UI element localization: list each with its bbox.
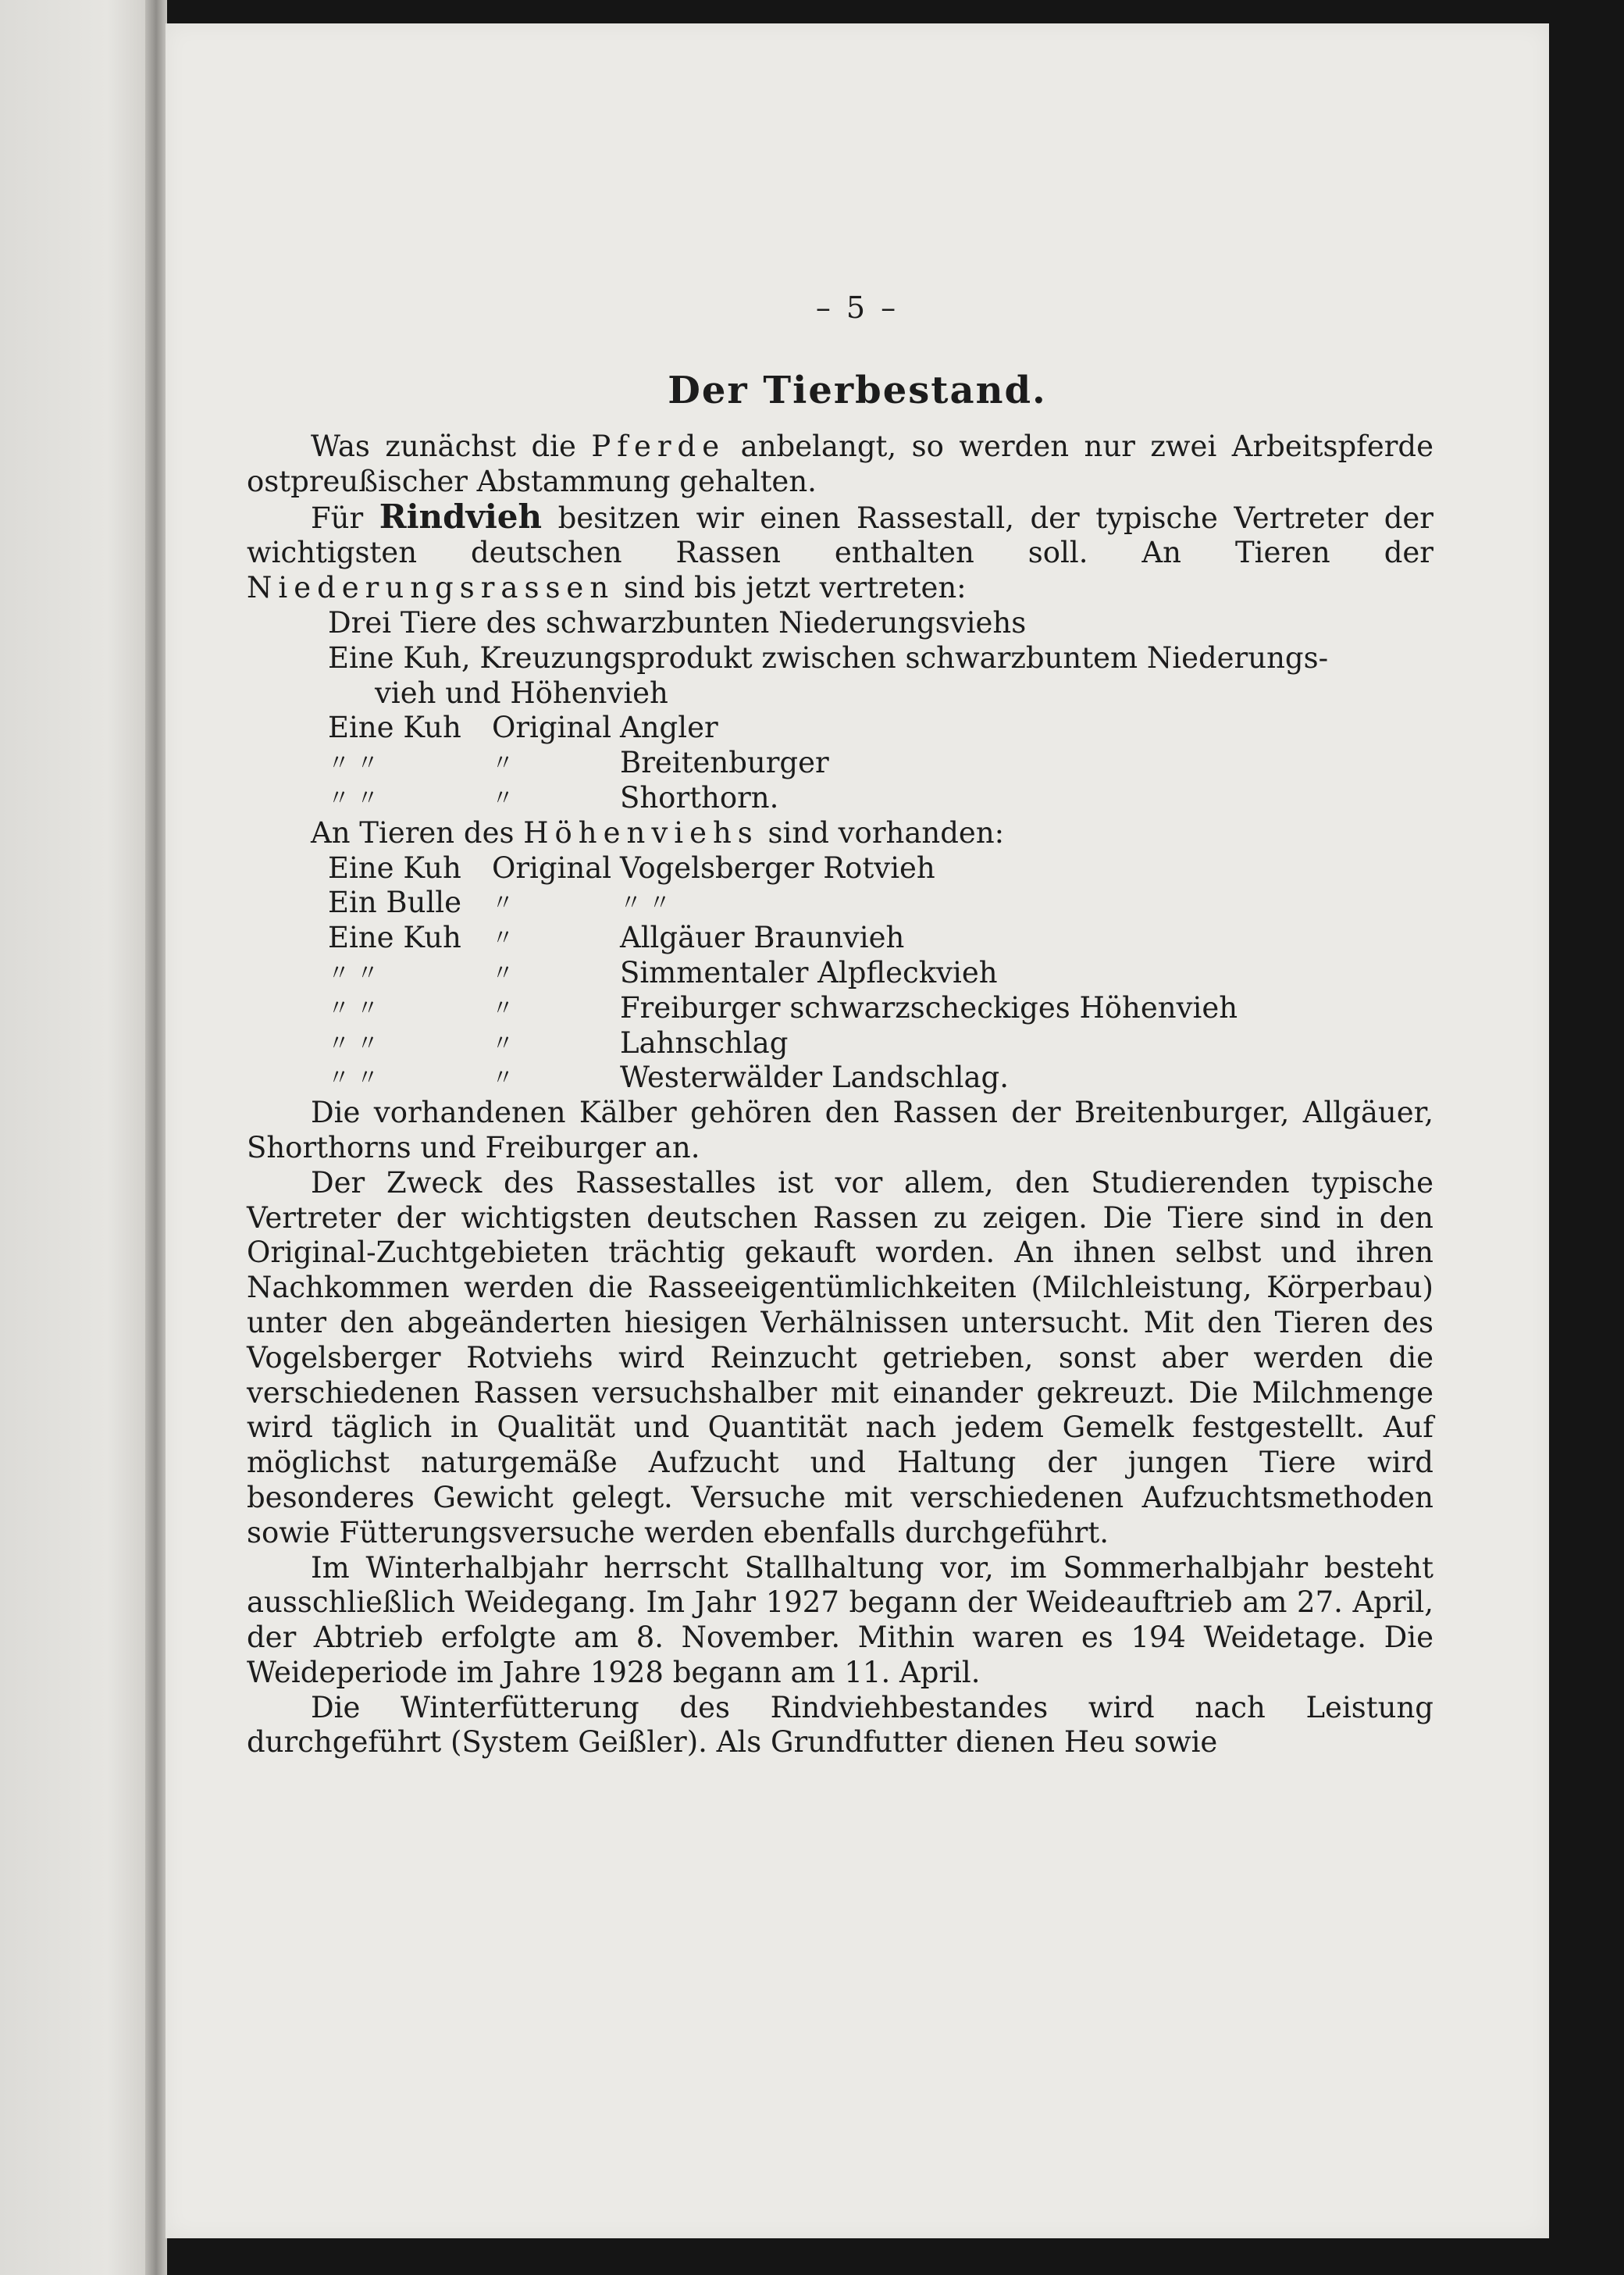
list-row xyxy=(328,711,1433,746)
spaced-term: Niederungsrassen xyxy=(247,571,615,605)
origin-cell: 〃 xyxy=(492,750,515,776)
breed-cell: Vogelsberger Rotvieh xyxy=(620,850,935,885)
origin-cell: 〃 xyxy=(492,959,515,986)
lowland-breeds-list xyxy=(328,606,1433,816)
body-text xyxy=(247,430,1433,1760)
origin-cell: 〃 xyxy=(492,994,515,1021)
text-span: Für xyxy=(311,501,379,535)
breed-cell: Simmentaler Alpfleckvieh xyxy=(620,955,998,990)
animal-cell: Eine Kuh xyxy=(328,711,461,745)
breed-cell: Lahnschlag xyxy=(620,1025,789,1060)
breed-cell: Freiburger schwarzscheckiges Höhenvieh xyxy=(620,990,1238,1025)
text-span: sind vorhanden: xyxy=(758,815,1005,850)
list-row xyxy=(328,886,1433,921)
list-row xyxy=(328,781,1433,816)
list-row xyxy=(328,851,1433,886)
text-span: besitzen wir einen Rassestall, der typische Vertreter der wichtigsten deutschen Rassen enthalten soll. An Tieren der xyxy=(247,501,1433,570)
spaced-term: Höhenviehs xyxy=(523,815,759,850)
list-line: vieh und Höhenvieh xyxy=(375,676,668,710)
animal-cell: 〃 〃 xyxy=(328,784,379,811)
breed-cell: Westerwälder Landschlag. xyxy=(620,1061,1009,1095)
breed-cell: Breitenburger xyxy=(620,746,829,780)
text-span: An Tieren des xyxy=(311,815,524,850)
origin-cell: 〃 xyxy=(492,890,515,916)
breed-cell: Allgäuer Braunvieh xyxy=(620,921,905,955)
list-line: Drei Tiere des schwarzbunten Niederungsviehs xyxy=(328,605,1027,640)
page-number: – 5 – xyxy=(815,291,899,325)
text-span: anbelangt, so werden nur zwei Arbeitspferde ostpreußischer Abstammung gehalten. xyxy=(247,430,1433,498)
list-row xyxy=(328,1061,1433,1096)
book-gutter xyxy=(145,0,167,2275)
list-line: Eine Kuh, Kreuzungsprodukt zwischen schwarzbuntem Niederungs- xyxy=(328,640,1329,675)
paragraph-feeding: Die Winterfütterung des Rindviehbestandes wird nach Leistung durchgeführt (System Geißler). Als Grundfutter dienen Heu sowie xyxy=(247,1690,1433,1760)
animal-cell: Eine Kuh xyxy=(328,850,461,885)
list-row xyxy=(328,956,1433,991)
text-span: Was zunächst die xyxy=(311,430,592,463)
breed-cell: Shorthorn. xyxy=(620,780,779,815)
book-page xyxy=(166,23,1549,2238)
bold-term: Rindvieh xyxy=(379,497,543,536)
section-heading: Der Tierbestand. xyxy=(668,369,1047,412)
paragraph-highland xyxy=(247,816,1433,851)
highland-breeds-list xyxy=(328,851,1433,1096)
paragraph-purpose: Der Zweck des Rassestalles ist vor allem, den Studierenden typische Vertreter der wichtigsten deutschen Rassen zu zeigen. Die Tiere sind in den Original-Zuchtgebieten trächtig gekauft worden. An ihnen selbst und ihren Nachkommen werden die Rasseeigentümlichkeiten (Milchleistung, Körperbau) unter den abgeänderten hiesigen Verhälnissen untersucht. Mit den Tieren des Vogelsberger Rotviehs wird Reinzucht getrieben, sonst aber werden die verschiedenen Rassen versuchshalber mit einander gekreuzt. Die Milchmenge wird täglich in Qualität und Quantität nach jedem Gemelk festgestellt. Auf möglichst naturgemäße Aufzucht und Haltung der jungen Tiere wird besonderes Gewicht gelegt. Versuche mit verschiedenen Aufzuchtsmethoden sowie Fütterungsversuche werden ebenfalls durchgeführt. xyxy=(247,1165,1433,1549)
origin-cell: 〃 xyxy=(492,784,515,811)
animal-cell: Ein Bulle xyxy=(328,886,462,920)
text-span: sind bis jetzt vertreten: xyxy=(614,571,967,605)
left-page-edge xyxy=(0,0,153,2275)
origin-cell: Original xyxy=(492,850,612,885)
animal-cell: 〃 〃 xyxy=(328,1064,379,1091)
animal-cell: Eine Kuh xyxy=(328,921,461,955)
list-row xyxy=(328,1026,1433,1061)
list-row xyxy=(328,921,1433,956)
breed-cell: 〃 〃 xyxy=(620,890,671,916)
animal-cell: 〃 〃 xyxy=(328,959,379,986)
origin-cell: Original xyxy=(492,711,612,745)
origin-cell: 〃 xyxy=(492,1029,515,1056)
origin-cell: 〃 xyxy=(492,925,515,951)
list-row xyxy=(328,991,1433,1026)
paragraph-grazing: Im Winterhalbjahr herrscht Stallhaltung vor, im Sommerhalbjahr besteht ausschließlich Weidegang. Im Jahr 1927 begann der Weideauftrieb am 27. April, der Abtrieb erfolgte am 8. November. Mithin waren es 194 Weidetage. Die Weideperiode im Jahre 1928 begann am 11. April. xyxy=(247,1550,1433,1689)
origin-cell: 〃 xyxy=(492,1064,515,1091)
breed-cell: Angler xyxy=(620,711,718,745)
list-row xyxy=(328,746,1433,781)
paragraph-calves: Die vorhandenen Kälber gehören den Rassen der Breitenburger, Allgäuer, Shorthorns und Freiburger an. xyxy=(247,1096,1433,1164)
paragraph-horses xyxy=(247,430,1433,500)
paragraph-cattle xyxy=(247,497,1433,606)
spaced-term: Pferde xyxy=(591,430,726,463)
animal-cell: 〃 〃 xyxy=(328,750,379,776)
animal-cell: 〃 〃 xyxy=(328,1029,379,1056)
animal-cell: 〃 〃 xyxy=(328,994,379,1021)
